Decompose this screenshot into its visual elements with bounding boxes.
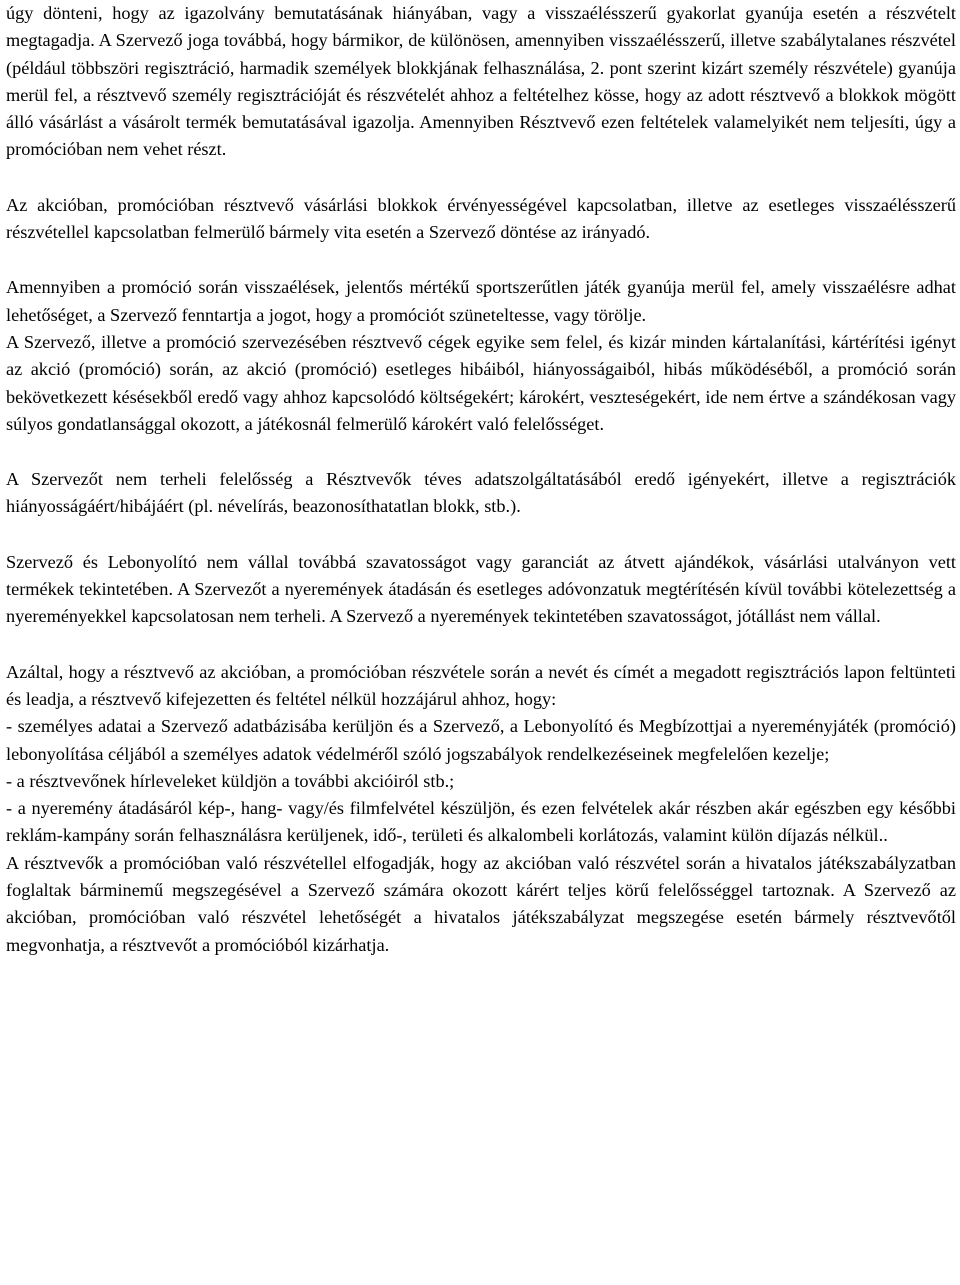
list-item-newsletter: - a résztvevőnek hírleveleket küldjön a további akcióiról stb.;: [6, 770, 455, 791]
paragraph-gap: [6, 246, 956, 274]
paragraph-data-errors: A Szervezőt nem terheli felelősség a Résztvevők téves adatszolgáltatásából eredő igényekért, illetve a regisztrációk hiányosságáért/hibájáért (pl. névelírás, beazonosíthatatlan blokk, stb.).: [6, 469, 956, 517]
paragraph-gap: [6, 438, 956, 466]
paragraph-gap: [6, 631, 956, 659]
paragraph-rules-acceptance: A résztvevők a promócióban való részvétellel elfogadják, hogy az akcióban való részvétel során a hivatalos játékszabályzatban foglaltak bárminemű megszegésével a Szervező számára okozott kárért teljes körű felelősséggel tartoznak. A Szervező az akcióban, promócióban való részvétel lehetőségét a hivatalos játékszabályzat megszegése esetén bármely résztvevőtől megvonhatja, a résztvevőt a promócióból kizárhatja.: [6, 852, 956, 955]
document-page: [6, 0, 956, 959]
paragraph-liability-exclusion: A Szervező, illetve a promóció szervezésében résztvevő cégek egyike sem felel, és kizár minden kártalanítási, kártérítési igényt az akció (promóció) során, az akció (promóció) esetleges hibáiból, hiányosságaiból, hibás működéséből, a promóció során bekövetkezett késésekből eredő vagy ahhoz kapcsolódó költségekért; károkért, veszteségekért, ide nem értve a szándékosan vagy súlyos gondatlansággal okozott, a játékosnál felmerülő károkért való felelősséget.: [6, 331, 956, 434]
paragraph-registration-conditions: úgy dönteni, hogy az igazolvány bemutatásának hiányában, vagy a visszaélésszerű gyakorlat gyanúja esetén a részvételt megtagadja. A Szervező joga továbbá, hogy bármikor, de különösen, amennyiben visszaélésszerű, illetve szabálytalanes részvétel (például többszöri regisztráció, harmadik személyek blokkjának felhasználása, 2. pont szerint kizárt személy részvétele) gyanúja merül fel, a résztvevő személy regisztrációját és részvételét ahhoz a feltételhez kösse, hogy az adott résztvevő a blokkok mögött álló vásárlást a vásárolt termék bemutatásával igazolja. Amennyiben Résztvevő ezen feltételek valamelyikét nem teljesíti, úgy a promócióban nem vehet részt.: [6, 3, 956, 160]
paragraph-gap: [6, 521, 956, 549]
paragraph-abuse-suspension: Amennyiben a promóció során visszaélések, jelentős mértékű sportszerűtlen játék gyanúja merül fel, amely visszaélésre adhat lehetőséget, a Szervező fenntartja a jogot, hogy a promóciót szüneteltesse, vagy törölje.: [6, 277, 956, 325]
paragraph-gap: [6, 164, 956, 192]
paragraph-warranty: Szervező és Lebonyolító nem vállal továbbá szavatosságot vagy garanciát az átvett ajándékok, vásárlási utalványon vett termékek tekintetében. A Szervezőt a nyeremények átadásán és esetleges adóvonzatuk megtérítésén kívül további kötelezettség a nyereményekkel kapcsolatosan nem terheli. A Szervező a nyeremények tekintetében szavatosságot, jótállást nem vállal.: [6, 551, 956, 627]
list-item-media-recording: - a nyeremény átadásáról kép-, hang- vagy/és filmfelvétel készüljön, és ezen felvételek akár részben akár egészben egy későbbi reklám-kampány során felhasználásra kerüljenek, idő-, területi és alkalombeli korlátozás, valamint külön díjazás nélkül..: [6, 798, 956, 846]
paragraph-receipt-validity: Az akcióban, promócióban résztvevő vásárlási blokkok érvényességével kapcsolatban, illetve az esetleges visszaélésszerű részvétellel kapcsolatban felmerülő bármely vita esetén a Szervező döntése az irányadó.: [6, 194, 956, 243]
paragraph-consent-intro: Azáltal, hogy a résztvevő az akcióban, a promócióban részvétele során a nevét és címét a megadott regisztrációs lapon feltünteti és leadja, a résztvevő kifejezetten és feltétel nélkül hozzájárul ahhoz, hogy:: [6, 661, 956, 709]
list-item-personal-data: - személyes adatai a Szervező adatbázisába kerüljön és a Szervező, a Lebonyolító és Megbízottjai a nyereményjáték (promóció) lebonyolítása céljából a személyes adatok védelméről szóló jogszabályok rendelkezéseinek megfelelően kezelje;: [6, 716, 956, 764]
